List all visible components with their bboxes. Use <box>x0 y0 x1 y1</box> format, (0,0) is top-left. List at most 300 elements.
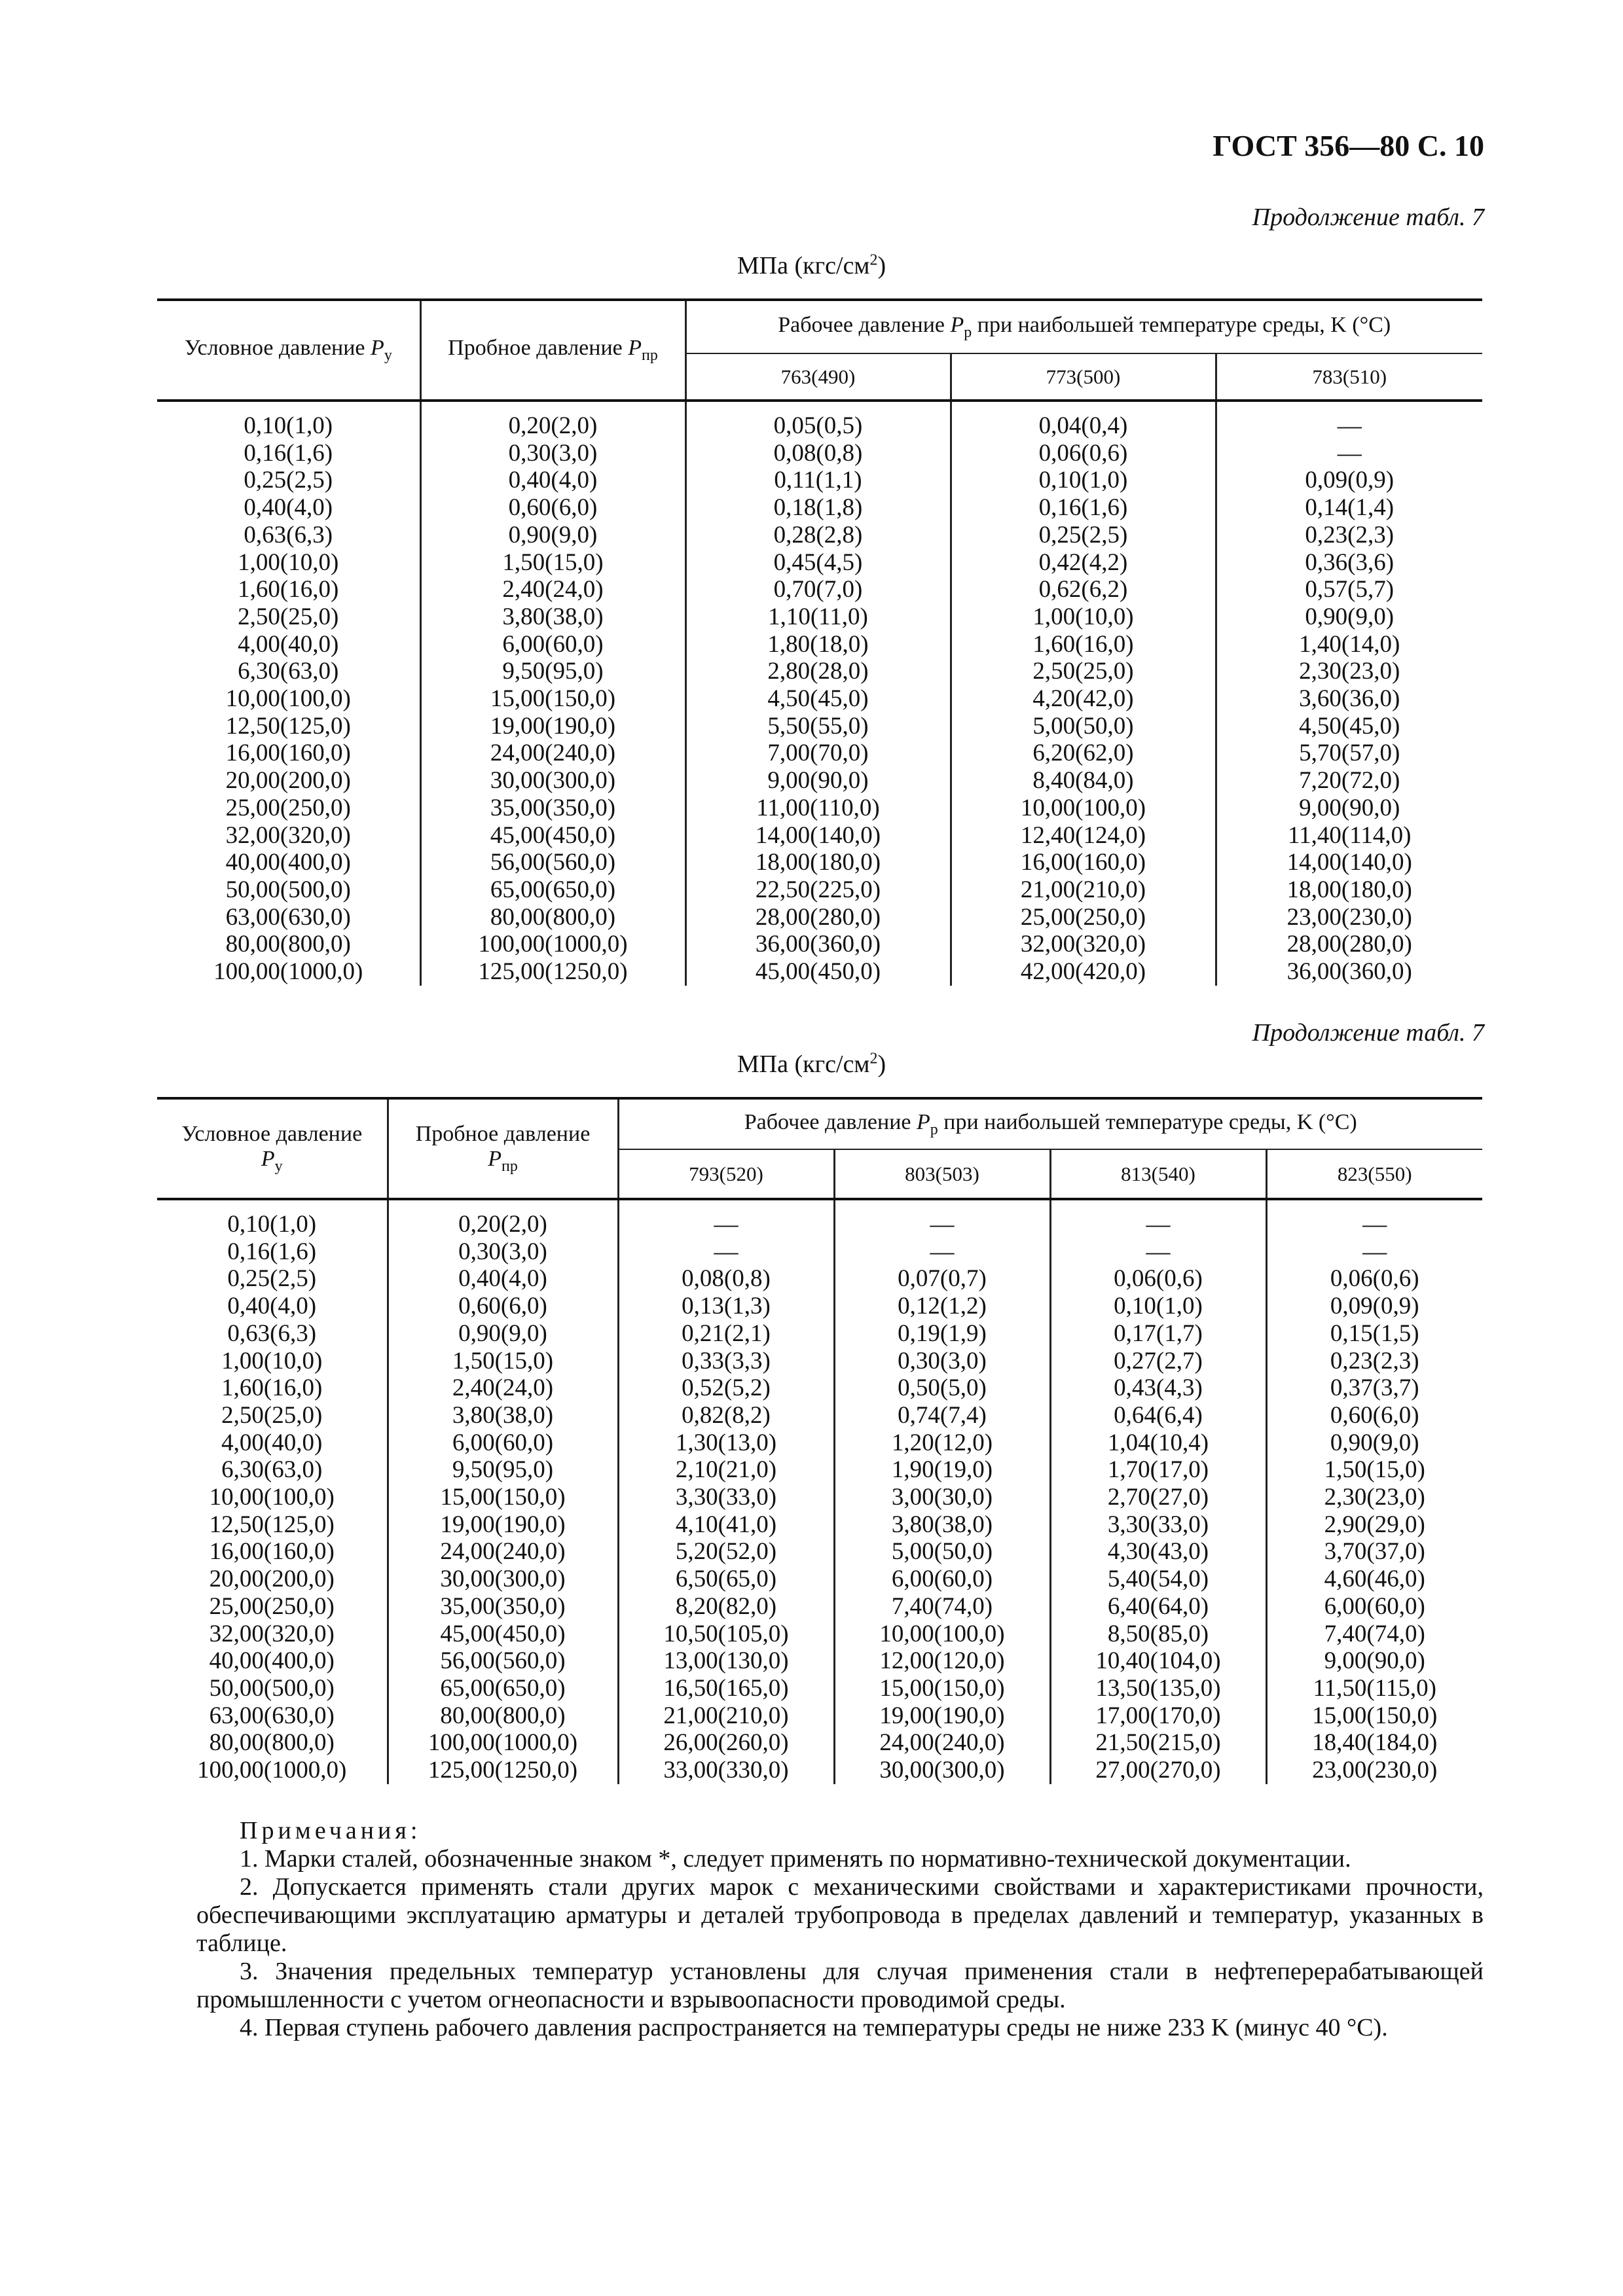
notes-section <box>196 1817 1484 2042</box>
table-cell: 0,15(1,5) <box>1266 1320 1482 1348</box>
table-cell: 15,00(150,0) <box>420 685 685 713</box>
table-row <box>157 467 1482 494</box>
table-cell: 1,60(16,0) <box>221 1374 323 1402</box>
table-cell: — <box>1050 1238 1266 1266</box>
table-cell: — <box>834 1199 1050 1238</box>
table-cell: 36,00(360,0) <box>1216 958 1482 986</box>
table-cell: 1,00(10,0) <box>221 1347 323 1374</box>
table-cell: 100,00(1000,0) <box>213 958 363 986</box>
table-cell: 56,00(560,0) <box>388 1647 618 1675</box>
table-cell: 36,00(360,0) <box>685 931 951 958</box>
table-cell: 5,00(50,0) <box>951 713 1216 740</box>
table-cell: 0,40(4,0) <box>244 494 333 522</box>
table-cell: 20,00(200,0) <box>209 1566 335 1593</box>
table-cell: 25,00(250,0) <box>209 1592 335 1620</box>
table-cell: 0,90(9,0) <box>420 522 685 549</box>
table-cell: 27,00(270,0) <box>1050 1757 1266 1784</box>
table-cell: 100,00(1000,0) <box>420 931 685 958</box>
table-cell: 0,37(3,7) <box>1266 1374 1482 1402</box>
table-row <box>157 658 1482 685</box>
table-cell: 25,00(250,0) <box>225 794 351 821</box>
table-cell: 0,63(6,3) <box>244 521 333 548</box>
table-cell: 2,50(25,0) <box>238 603 339 630</box>
table-cell: 0,25(2,5) <box>244 467 333 494</box>
table-cell: 5,00(50,0) <box>834 1538 1050 1566</box>
table-cell: 0,04(0,4) <box>951 401 1216 440</box>
table-cell: 4,50(45,0) <box>685 685 951 713</box>
table-cell: 45,00(450,0) <box>388 1621 618 1648</box>
table-cell: 0,40(4,0) <box>420 467 685 494</box>
table-cell: 0,45(4,5) <box>685 549 951 577</box>
table-row <box>157 1702 1482 1730</box>
table-cell: 11,50(115,0) <box>1266 1675 1482 1702</box>
table2-continuation-label: Продолжение табл. 7 <box>1252 1019 1484 1047</box>
table-cell: 21,00(210,0) <box>618 1702 834 1730</box>
table-cell: 0,20(2,0) <box>388 1199 618 1238</box>
table2-header-temp: 803(503) <box>834 1149 1050 1199</box>
table-cell: 1,50(15,0) <box>1266 1456 1482 1484</box>
table-row <box>157 494 1482 522</box>
table-cell: 0,16(1,6) <box>244 439 333 467</box>
table2-unit-label: МПа $(кгс/см^2)$ <box>737 1050 886 1078</box>
table-row <box>157 1566 1482 1593</box>
table-row <box>157 1429 1482 1457</box>
table-cell: 24,00(240,0) <box>420 740 685 767</box>
table-cell: 50,00(500,0) <box>225 876 351 903</box>
table-row <box>157 1757 1482 1784</box>
table-cell: 2,70(27,0) <box>1050 1484 1266 1511</box>
table-row <box>157 401 1482 440</box>
table1-header-working-pressure: Рабочее давление $P_р$ при наибольшей температуре среды, K (°С) <box>685 300 1482 353</box>
table-cell: 16,00(160,0) <box>951 849 1216 876</box>
table-cell: 0,40(4,0) <box>227 1293 317 1320</box>
table2-header-temp: 823(550) <box>1266 1149 1482 1199</box>
table-cell: 7,00(70,0) <box>685 740 951 767</box>
table-cell: 100,00(1000,0) <box>388 1729 618 1757</box>
table-cell: — <box>1050 1199 1266 1238</box>
table-cell: 4,00(40,0) <box>221 1429 323 1456</box>
table-cell: 4,10(41,0) <box>618 1511 834 1539</box>
table-cell: 10,00(100,0) <box>834 1621 1050 1648</box>
table-row <box>157 1593 1482 1621</box>
table-cell: — <box>618 1238 834 1266</box>
table-cell: 8,40(84,0) <box>951 767 1216 795</box>
table-row <box>157 822 1482 850</box>
table1-unit-label: МПа $(кгс/см^2)$ <box>737 251 886 279</box>
table-cell: — <box>618 1199 834 1238</box>
table-cell: 0,16(1,6) <box>227 1238 317 1265</box>
table-cell: 56,00(560,0) <box>420 849 685 876</box>
table-row <box>157 631 1482 658</box>
table-cell: 0,16(1,6) <box>951 494 1216 522</box>
table-cell: 0,62(6,2) <box>951 576 1216 603</box>
table-cell: 18,00(180,0) <box>685 849 951 876</box>
table-cell: 40,00(400,0) <box>209 1647 335 1675</box>
table-cell: 0,63(6,3) <box>227 1319 317 1347</box>
table-cell: 8,20(82,0) <box>618 1593 834 1621</box>
table-cell: 2,10(21,0) <box>618 1456 834 1484</box>
table-cell: 0,40(4,0) <box>388 1265 618 1293</box>
table-cell: 2,40(24,0) <box>388 1374 618 1402</box>
table-cell: 16,50(165,0) <box>618 1675 834 1702</box>
table-row <box>157 1456 1482 1484</box>
note-item: 2. Допускается применять стали других марок с механическими свойствами и характеристиками прочности, обеспечивающими эксплуатацию арматуры и деталей трубопровода в пределах давлений и температур, указанных в таблице. <box>196 1873 1484 1957</box>
table-cell: 0,13(1,3) <box>618 1293 834 1320</box>
table-cell: 0,12(1,2) <box>834 1293 1050 1320</box>
table-cell: 0,43(4,3) <box>1050 1374 1266 1402</box>
table1-header-temp: 773(500) <box>951 353 1216 401</box>
table-cell: 0,10(1,0) <box>244 412 333 439</box>
table-cell: 5,40(54,0) <box>1050 1566 1266 1593</box>
table-cell: 0,06(0,6) <box>1266 1265 1482 1293</box>
table-cell: 0,14(1,4) <box>1216 494 1482 522</box>
note-item: 3. Значения предельных температур установлены для случая применения стали в нефтеперерабатывающей промышленности с учетом огнеопасности и взрывоопасности проводимой среды. <box>196 1958 1484 2013</box>
table-cell: 0,17(1,7) <box>1050 1320 1266 1348</box>
table-cell: 18,40(184,0) <box>1266 1729 1482 1757</box>
table-row <box>157 1647 1482 1675</box>
table-row <box>157 876 1482 904</box>
table-cell: — <box>1216 401 1482 440</box>
table2-header-temp: 793(520) <box>618 1149 834 1199</box>
table-cell: 2,40(24,0) <box>420 576 685 603</box>
table-cell: 0,64(6,4) <box>1050 1402 1266 1429</box>
table-cell: 19,00(190,0) <box>834 1702 1050 1730</box>
table-row <box>157 1484 1482 1511</box>
table-cell: 0,27(2,7) <box>1050 1348 1266 1375</box>
table-cell: 10,50(105,0) <box>618 1621 834 1648</box>
table-cell: 6,50(65,0) <box>618 1566 834 1593</box>
table-row <box>157 1729 1482 1757</box>
table-cell: 7,20(72,0) <box>1216 767 1482 795</box>
table-row <box>157 1348 1482 1375</box>
table-cell: 3,80(38,0) <box>388 1402 618 1429</box>
table-cell: 65,00(650,0) <box>388 1675 618 1702</box>
table-cell: 14,00(140,0) <box>1216 849 1482 876</box>
table-cell: 32,00(320,0) <box>225 821 351 849</box>
table-cell: 9,00(90,0) <box>1216 795 1482 822</box>
table-cell: 9,50(95,0) <box>420 658 685 685</box>
table1-continuation-label: Продолжение табл. 7 <box>1252 204 1484 231</box>
table-cell: 0,10(1,0) <box>227 1211 317 1238</box>
table-cell: — <box>1216 440 1482 467</box>
table-cell: — <box>1266 1199 1482 1238</box>
table-cell: 0,36(3,6) <box>1216 549 1482 577</box>
table-cell: 0,57(5,7) <box>1216 576 1482 603</box>
table-cell: 28,00(280,0) <box>1216 931 1482 958</box>
table-cell: 0,10(1,0) <box>951 467 1216 494</box>
table-cell: 10,00(100,0) <box>225 685 351 713</box>
table-cell: 22,50(225,0) <box>685 876 951 904</box>
table-cell: 0,70(7,0) <box>685 576 951 603</box>
table-cell: 4,50(45,0) <box>1216 713 1482 740</box>
table-cell: 3,30(33,0) <box>618 1484 834 1511</box>
table-cell: 7,40(74,0) <box>1266 1621 1482 1648</box>
table-cell: 4,00(40,0) <box>238 630 339 658</box>
table-cell: 0,11(1,1) <box>685 467 951 494</box>
table-cell: 4,20(42,0) <box>951 685 1216 713</box>
page-header: ГОСТ 356—80 С. 10 <box>1213 129 1484 162</box>
table-cell: 9,00(90,0) <box>685 767 951 795</box>
table-cell: 15,00(150,0) <box>834 1675 1050 1702</box>
note-item: 4. Первая ступень рабочего давления распространяется на температуры среды не ниже 233 K (минус 40 °С). <box>240 2014 1388 2041</box>
table-cell: 2,50(25,0) <box>951 658 1216 685</box>
table-cell: 45,00(450,0) <box>685 958 951 986</box>
table-cell: 0,90(9,0) <box>1216 603 1482 631</box>
table-cell: 13,00(130,0) <box>618 1647 834 1675</box>
table-cell: 80,00(800,0) <box>420 904 685 931</box>
table-cell: 3,80(38,0) <box>420 603 685 631</box>
table-row <box>157 603 1482 631</box>
table-cell: 21,00(210,0) <box>951 876 1216 904</box>
table-cell: 10,40(104,0) <box>1050 1647 1266 1675</box>
table-cell: 14,00(140,0) <box>685 822 951 850</box>
table-cell: 0,08(0,8) <box>618 1265 834 1293</box>
table-cell: 10,00(100,0) <box>951 795 1216 822</box>
table-cell: 5,20(52,0) <box>618 1538 834 1566</box>
table-cell: 0,06(0,6) <box>1050 1265 1266 1293</box>
table-cell: 4,60(46,0) <box>1266 1566 1482 1593</box>
table-cell: 125,00(1250,0) <box>388 1757 618 1784</box>
table-cell: 10,00(100,0) <box>209 1484 335 1511</box>
table-cell: 1,20(12,0) <box>834 1429 1050 1457</box>
table2-body <box>157 1199 1482 1784</box>
table-row <box>157 958 1482 986</box>
table-row <box>157 1511 1482 1539</box>
table-cell: 50,00(500,0) <box>209 1674 335 1702</box>
table-cell: 1,60(16,0) <box>951 631 1216 658</box>
table1-header-test-pressure: Пробное давление $P_{пр}$ <box>420 300 685 401</box>
table-cell: 19,00(190,0) <box>388 1511 618 1539</box>
table-row <box>157 1320 1482 1348</box>
table-row <box>157 1374 1482 1402</box>
table-cell: 19,00(190,0) <box>420 713 685 740</box>
table-cell: 0,09(0,9) <box>1266 1293 1482 1320</box>
table-cell: 0,18(1,8) <box>685 494 951 522</box>
table-cell: 24,00(240,0) <box>388 1538 618 1566</box>
table-cell: 0,50(5,0) <box>834 1374 1050 1402</box>
table-cell: 0,07(0,7) <box>834 1265 1050 1293</box>
table-cell: 23,00(230,0) <box>1266 1757 1482 1784</box>
table-cell: 32,00(320,0) <box>951 931 1216 958</box>
table-cell: 1,90(19,0) <box>834 1456 1050 1484</box>
table-cell: 12,00(120,0) <box>834 1647 1050 1675</box>
table-cell: 63,00(630,0) <box>225 903 351 931</box>
table2-header-test-pressure: Пробное давление $P_{пр}$ <box>388 1098 618 1199</box>
table1-header-temp: 783(510) <box>1216 353 1482 401</box>
table-cell: 13,50(135,0) <box>1050 1675 1266 1702</box>
table-row <box>157 1199 1482 1238</box>
table-row <box>157 1293 1482 1320</box>
table-cell: 0,30(3,0) <box>388 1238 618 1266</box>
table-cell: 0,06(0,6) <box>951 440 1216 467</box>
table-cell: 80,00(800,0) <box>225 931 351 958</box>
table-cell: 1,50(15,0) <box>388 1348 618 1375</box>
table-row <box>157 713 1482 740</box>
table1-header-temp: 763(490) <box>685 353 951 401</box>
table-cell: 45,00(450,0) <box>420 822 685 850</box>
table-cell: 0,33(3,3) <box>618 1348 834 1375</box>
table-cell: 12,40(124,0) <box>951 822 1216 850</box>
table-cell: 23,00(230,0) <box>1216 904 1482 931</box>
table-cell: 80,00(800,0) <box>209 1729 335 1757</box>
table-cell: 3,00(30,0) <box>834 1484 1050 1511</box>
table-row <box>157 795 1482 822</box>
table-cell: 6,30(63,0) <box>221 1456 323 1484</box>
table-cell: 30,00(300,0) <box>388 1566 618 1593</box>
table-cell: 16,00(160,0) <box>225 740 351 767</box>
table-cell: 4,30(43,0) <box>1050 1538 1266 1566</box>
table-cell: 30,00(300,0) <box>420 767 685 795</box>
table-cell: 0,60(6,0) <box>420 494 685 522</box>
table-cell: 28,00(280,0) <box>685 904 951 931</box>
table-cell: — <box>1266 1238 1482 1266</box>
table-cell: 2,80(28,0) <box>685 658 951 685</box>
table-cell: 0,25(2,5) <box>951 522 1216 549</box>
table-cell: 15,00(150,0) <box>1266 1702 1482 1730</box>
table-cell: 2,30(23,0) <box>1216 658 1482 685</box>
table-cell: 24,00(240,0) <box>834 1729 1050 1757</box>
table-cell: 17,00(170,0) <box>1050 1702 1266 1730</box>
table-cell: 0,05(0,5) <box>685 401 951 440</box>
table-cell: 0,23(2,3) <box>1216 522 1482 549</box>
table-row <box>157 549 1482 577</box>
table-row <box>157 1675 1482 1702</box>
table-cell: 2,50(25,0) <box>221 1401 323 1429</box>
table-cell: 1,80(18,0) <box>685 631 951 658</box>
table-cell: 0,60(6,0) <box>1266 1402 1482 1429</box>
table-row <box>157 849 1482 876</box>
table-cell: 0,20(2,0) <box>420 401 685 440</box>
table-cell: 11,00(110,0) <box>685 795 951 822</box>
table-cell: 1,00(10,0) <box>238 548 339 576</box>
table-row <box>157 1265 1482 1293</box>
table1-body <box>157 401 1482 986</box>
table-cell: 1,50(15,0) <box>420 549 685 577</box>
table-cell: 11,40(114,0) <box>1216 822 1482 850</box>
table1-header-nominal-pressure: Условное давление $P_у$ <box>157 300 420 401</box>
table-cell: 42,00(420,0) <box>951 958 1216 986</box>
table-cell: 0,90(9,0) <box>1266 1429 1482 1457</box>
table-row <box>157 1538 1482 1566</box>
table-cell: 100,00(1000,0) <box>197 1757 347 1784</box>
table-cell: 0,90(9,0) <box>388 1320 618 1348</box>
table-cell: 6,20(62,0) <box>951 740 1216 767</box>
table-cell: 0,23(2,3) <box>1266 1348 1482 1375</box>
table-cell: 0,28(2,8) <box>685 522 951 549</box>
table-cell: 12,50(125,0) <box>209 1511 335 1538</box>
table-cell: 0,08(0,8) <box>685 440 951 467</box>
table-row <box>157 904 1482 931</box>
table-cell: 1,30(13,0) <box>618 1429 834 1457</box>
table-cell: 3,60(36,0) <box>1216 685 1482 713</box>
table-cell: 0,82(8,2) <box>618 1402 834 1429</box>
table-cell: 0,19(1,9) <box>834 1320 1050 1348</box>
table-row <box>157 685 1482 713</box>
table-row <box>157 931 1482 958</box>
note-item: 1. Марки сталей, обозначенные знаком *, следует применять по нормативно-технической документации. <box>240 1845 1351 1873</box>
table-row <box>157 576 1482 603</box>
table-cell: 8,50(85,0) <box>1050 1621 1266 1648</box>
table-cell: 125,00(1250,0) <box>420 958 685 986</box>
table-cell: 2,90(29,0) <box>1266 1511 1482 1539</box>
table-cell: 0,25(2,5) <box>227 1265 317 1293</box>
table-cell: 21,50(215,0) <box>1050 1729 1266 1757</box>
table-cell: 3,30(33,0) <box>1050 1511 1266 1539</box>
table-cell: 1,60(16,0) <box>238 576 339 603</box>
table-cell: 32,00(320,0) <box>209 1620 335 1647</box>
table-row <box>157 440 1482 467</box>
pressure-table-2 <box>157 1097 1482 1784</box>
table-cell: 3,80(38,0) <box>834 1511 1050 1539</box>
table-row <box>157 767 1482 795</box>
table-cell: 0,21(2,1) <box>618 1320 834 1348</box>
table-cell: 2,30(23,0) <box>1266 1484 1482 1511</box>
table-cell: 5,50(55,0) <box>685 713 951 740</box>
table-cell: — <box>834 1238 1050 1266</box>
table2-header-working-pressure: Рабочее давление $P_р$ при наибольшей температуре среды, K (°С) <box>618 1098 1482 1149</box>
table-cell: 0,60(6,0) <box>388 1293 618 1320</box>
table-cell: 6,00(60,0) <box>834 1566 1050 1593</box>
table-cell: 0,30(3,0) <box>420 440 685 467</box>
table-cell: 0,09(0,9) <box>1216 467 1482 494</box>
table-cell: 6,40(64,0) <box>1050 1593 1266 1621</box>
notes-title: Примечания: <box>240 1817 422 1844</box>
table-cell: 25,00(250,0) <box>951 904 1216 931</box>
table-cell: 5,70(57,0) <box>1216 740 1482 767</box>
table-cell: 35,00(350,0) <box>388 1593 618 1621</box>
table-cell: 12,50(125,0) <box>225 712 351 740</box>
table-cell: 40,00(400,0) <box>225 849 351 876</box>
table-cell: 7,40(74,0) <box>834 1593 1050 1621</box>
table-row <box>157 522 1482 549</box>
table-cell: 0,42(4,2) <box>951 549 1216 577</box>
table-cell: 1,00(10,0) <box>951 603 1216 631</box>
table-cell: 1,40(14,0) <box>1216 631 1482 658</box>
table-cell: 6,00(60,0) <box>420 631 685 658</box>
table-cell: 80,00(800,0) <box>388 1702 618 1730</box>
table-cell: 33,00(330,0) <box>618 1757 834 1784</box>
table-cell: 16,00(160,0) <box>209 1538 335 1566</box>
table-cell: 9,00(90,0) <box>1266 1647 1482 1675</box>
table-row <box>157 1402 1482 1429</box>
table-cell: 65,00(650,0) <box>420 876 685 904</box>
pressure-table-1 <box>157 298 1482 986</box>
table-cell: 6,00(60,0) <box>388 1429 618 1457</box>
table-row <box>157 740 1482 767</box>
table-cell: 1,04(10,4) <box>1050 1429 1266 1457</box>
table-cell: 18,00(180,0) <box>1216 876 1482 904</box>
table2-header-nominal-pressure: Условное давление $P_у$ <box>157 1098 388 1199</box>
table-cell: 9,50(95,0) <box>388 1456 618 1484</box>
table-cell: 6,30(63,0) <box>238 658 339 685</box>
table-cell: 0,30(3,0) <box>834 1348 1050 1375</box>
table-row <box>157 1238 1482 1266</box>
table-cell: 35,00(350,0) <box>420 795 685 822</box>
table-cell: 1,10(11,0) <box>685 603 951 631</box>
table-cell: 63,00(630,0) <box>209 1702 335 1729</box>
table-cell: 0,74(7,4) <box>834 1402 1050 1429</box>
table-cell: 15,00(150,0) <box>388 1484 618 1511</box>
table-cell: 3,70(37,0) <box>1266 1538 1482 1566</box>
table-cell: 20,00(200,0) <box>225 767 351 795</box>
table-cell: 26,00(260,0) <box>618 1729 834 1757</box>
table-cell: 0,52(5,2) <box>618 1374 834 1402</box>
table2-header-temp: 813(540) <box>1050 1149 1266 1199</box>
table-cell: 0,10(1,0) <box>1050 1293 1266 1320</box>
table-cell: 30,00(300,0) <box>834 1757 1050 1784</box>
table-cell: 1,70(17,0) <box>1050 1456 1266 1484</box>
table-row <box>157 1621 1482 1648</box>
